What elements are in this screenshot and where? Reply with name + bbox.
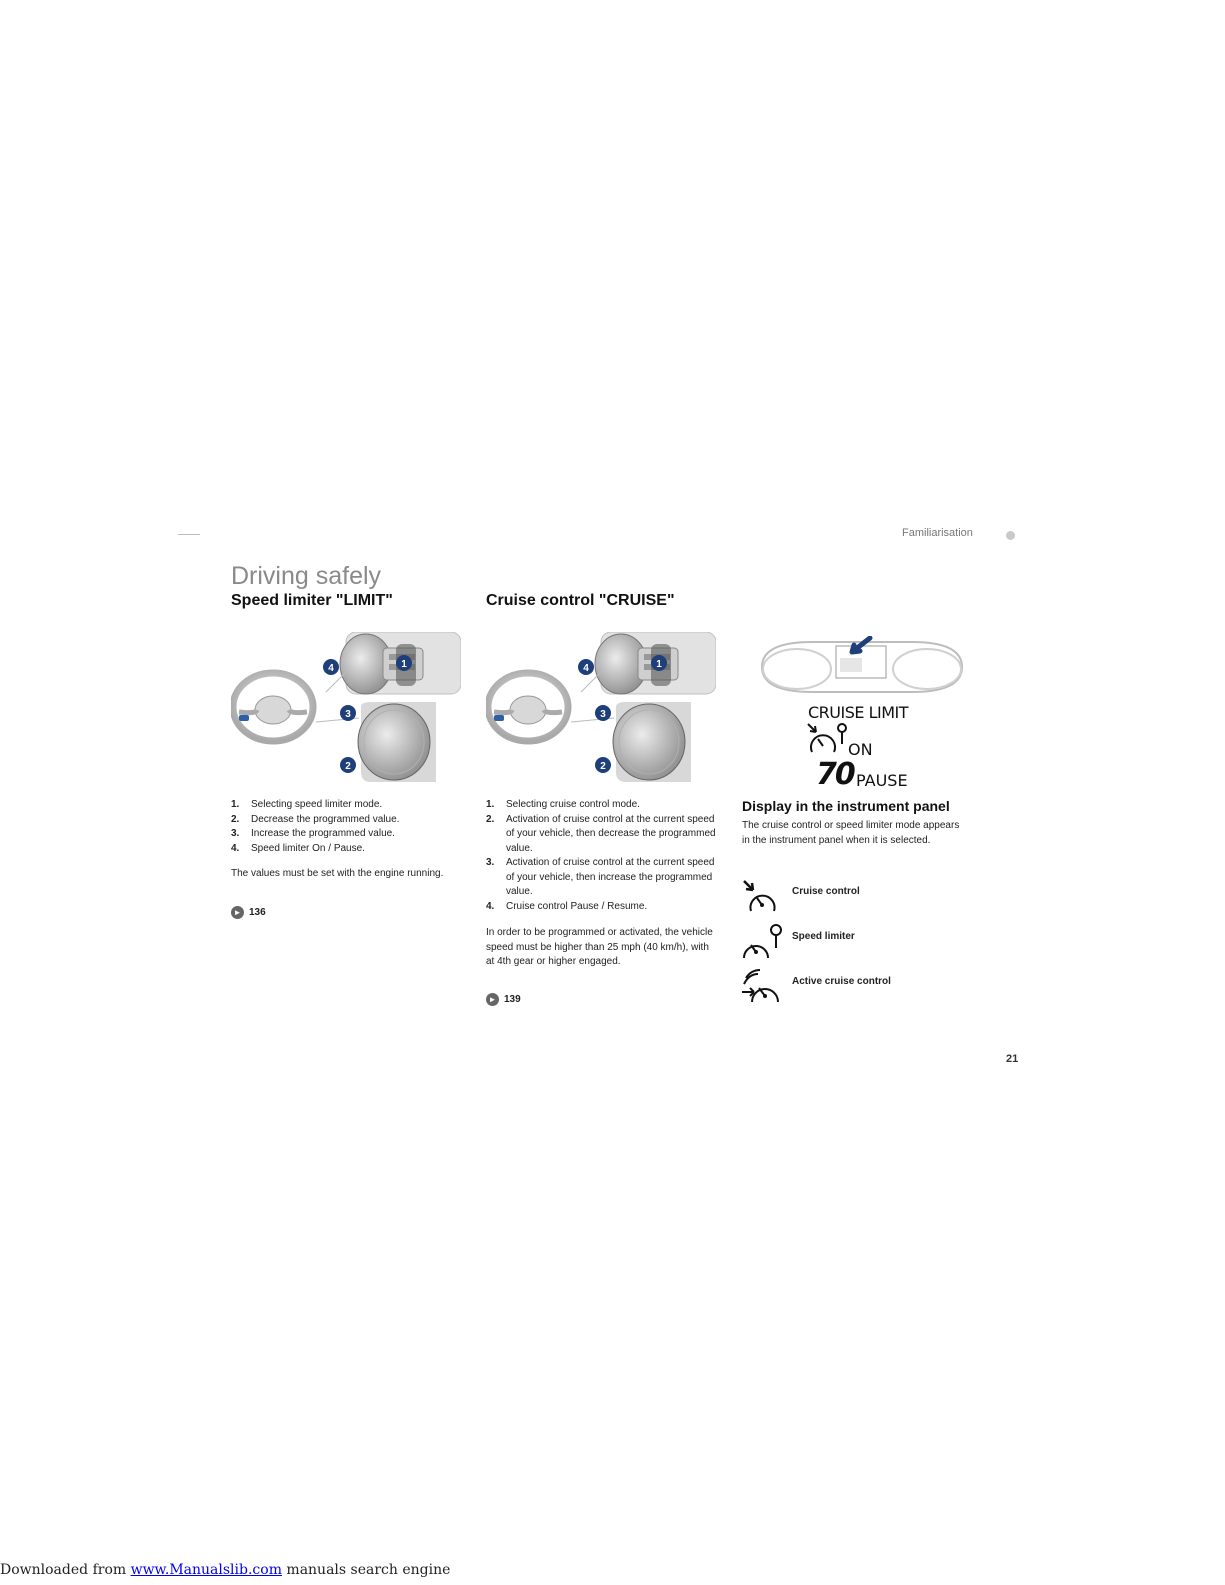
cruise-control-steps [486, 798, 716, 914]
speed-limiter-icon [742, 924, 786, 962]
list-item: 4. Speed limiter On / Pause. [231, 842, 365, 854]
display-panel-text: The cruise control or speed limiter mode appears in the instrument panel when it is selected. [742, 820, 960, 846]
cruise-control-icon [742, 879, 782, 915]
badge-3 [340, 705, 356, 721]
cruise-control-controls-illustration [486, 632, 716, 792]
active-cruise-control-icon [742, 968, 786, 1006]
svg-text:1: 1 [401, 659, 407, 670]
badge-2 [595, 757, 611, 773]
manualslib-link[interactable]: www.Manualslib.com [130, 1562, 282, 1578]
list-item: 3. Increase the programmed value. [231, 828, 395, 839]
page-title: Driving safely [231, 562, 382, 590]
list-item: 2. Activation of cruise control at the current speed of your vehicle, then decrease the programmed value. [486, 813, 716, 854]
svg-text:1: 1 [656, 659, 662, 670]
svg-text:3: 3 [600, 709, 606, 720]
section-marker-dot [1006, 531, 1015, 540]
svg-text:3: 3 [345, 709, 351, 720]
svg-text:2: 2 [345, 761, 351, 772]
badge-2 [340, 757, 356, 773]
badge-1 [396, 655, 412, 671]
display-panel-heading: Display in the instrument panel [742, 798, 950, 814]
speed-limiter-steps [231, 798, 471, 856]
section-title: Familiarisation [902, 527, 973, 539]
svg-text:4: 4 [583, 663, 589, 674]
badge-4 [578, 659, 594, 675]
display-mode-line: CRUISE LIMIT [808, 703, 908, 722]
page-reference-icon: ► [231, 906, 244, 919]
speed-limiter-heading: Speed limiter "LIMIT" [231, 592, 393, 609]
badge-3 [595, 705, 611, 721]
page-number: 21 [1006, 1053, 1019, 1065]
page-reference-icon: ► [486, 993, 499, 1006]
list-item: 3. Activation of cruise control at the current speed of your vehicle, then increase the programmed value. [486, 857, 715, 897]
cruise-control-heading: Cruise control "CRUISE" [486, 592, 675, 609]
display-state-pause: PAUSE [856, 771, 908, 790]
svg-text:2: 2 [600, 761, 606, 772]
list-item: 1. Selecting cruise control mode. [486, 799, 640, 810]
badge-1 [651, 655, 667, 671]
cruise-control-page-ref[interactable]: ► 139 [486, 993, 521, 1006]
instrument-panel-illustration [752, 636, 972, 698]
indicator-label: Cruise control [792, 886, 860, 897]
speed-limiter-note: The values must be set with the engine running. [231, 868, 444, 879]
badge-4 [323, 659, 339, 675]
header-rule [178, 534, 200, 535]
list-item: 1. Selecting speed limiter mode. [231, 799, 383, 810]
speed-limiter-controls-illustration [231, 632, 461, 792]
display-speed-limiter-icon [806, 722, 850, 758]
list-item: 4. Cruise control Pause / Resume. [486, 900, 648, 912]
cruise-control-note: In order to be programmed or activated, the vehicle speed must be higher than 25 mph (40 km/h), with at 4th gear or higher engaged. [486, 927, 713, 967]
indicator-label: Speed limiter [792, 931, 855, 942]
speed-limiter-page-ref[interactable]: ► 136 [231, 906, 266, 919]
download-footer: Downloaded from www.Manualslib.com manuals search engine [0, 1562, 451, 1578]
svg-text:4: 4 [328, 663, 334, 674]
list-item: 2. Decrease the programmed value. [231, 813, 400, 825]
display-state-on: ON [848, 740, 873, 759]
indicator-label: Active cruise control [792, 976, 891, 987]
display-speed-value: 70 [816, 757, 854, 792]
